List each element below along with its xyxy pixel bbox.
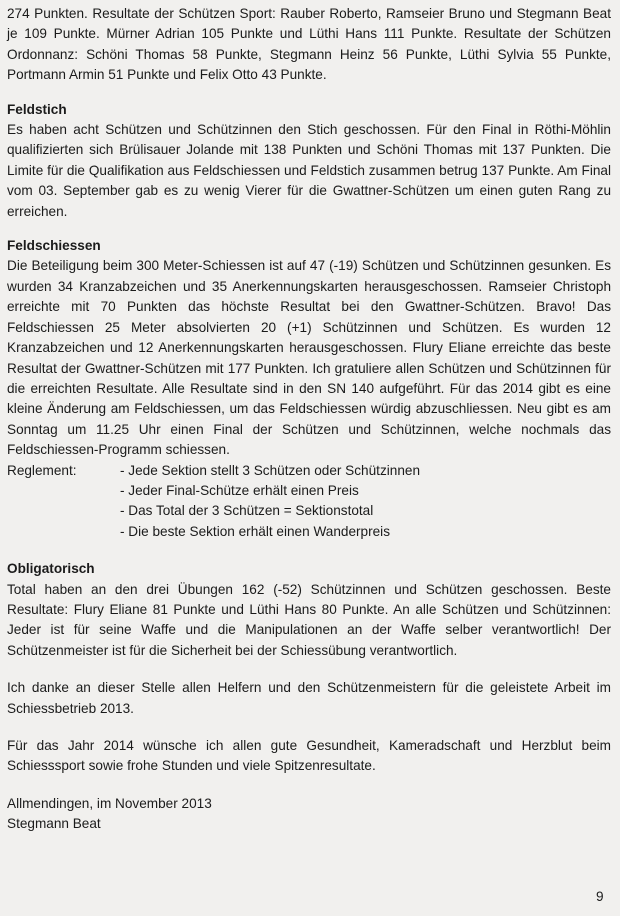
obligatorisch-heading: Obligatorisch (7, 561, 95, 577)
reglement-item: - Das Total der 3 Schützen = Sektionstotal (120, 503, 374, 519)
thanks-paragraph: Ich danke an dieser Stelle allen Helfern und den Schützenmeistern für die geleistete Arbeit im Schiessbetrieb 2013. (7, 680, 611, 716)
signoff (7, 794, 611, 835)
obligatorisch-paragraph: Total haben an den drei Übungen 162 (-52) Schützinnen und Schützen geschossen. Beste Resultate: Flury Eliane 81 Punkte und Lüthi Hans 80 Punkte. An alle Schützen und Schützinnen: Jeder ist für seine Waffe und die Manipulationen an der Waffe selber verantwortlich! Der Schützenmeister ist für die Sicherheit bei der Schiessübung verantwortlich. (7, 581, 611, 658)
wishes-paragraph: Für das Jahr 2014 wünsche ich allen gute Gesundheit, Kameradschaft und Herzblut beim Schiesssport sowie frohe Stunden und viele Spitzenresultate. (7, 738, 611, 774)
intro-paragraph: 274 Punkten. Resultate der Schützen Sport: Rauber Roberto, Ramseier Bruno und Stegmann Beat je 109 Punkte. Mürner Adrian 105 Punkte und Lüthi Hans 111 Punkte. Resultate der Schützen Ordonnanz: Schöni Thomas 58 Punkte, Stegmann Heinz 56 Punkte, Lüthi Sylvia 55 Punkte, Portmann Armin 51 Punkte und Felix Otto 43 Punkte. (7, 6, 611, 83)
reglement-item: - Jede Sektion stellt 3 Schützen oder Schützinnen (120, 462, 420, 478)
signoff-name: Stegmann Beat (7, 816, 101, 832)
document-page (7, 4, 611, 835)
feldstich-paragraph: Es haben acht Schützen und Schützinnen den Stich geschossen. Für den Final in Röthi-Möhlin qualifizierten sich Brülisauer Jolande mit 138 Punkten und Schöni Thomas mit 137 Punkten. Die Limite für die Qualifikation aus Feldschiessen und Feldstich zusammen betrug 137 Punkte. Am Final vom 03. September gab es zu wenig Vierer für die Gwattner-Schützen um einen guten Rang zu erreichen. (7, 122, 611, 219)
feldschiessen-heading: Feldschiessen (7, 238, 101, 254)
feldstich-heading: Feldstich (7, 101, 67, 117)
page-number: 9 (596, 889, 604, 904)
reglement-list (120, 461, 420, 543)
feldschiessen-paragraph: Die Beteiligung beim 300 Meter-Schiessen ist auf 47 (-19) Schützen und Schützinnen gesunken. Es wurden 34 Kranzabzeichen und 35 Anerkennungskarten herausgeschossen. Ramseier Christoph erreichte mit 70 Punkten das höchste Resultat bei den Gwattner-Schützen. Bravo! Das Feldschiessen 25 Meter absolvierten 20 (+1) Schützinnen und Schützen. Es wurden 12 Kranzabzeichen und 12 Anerkennungskarten herausgeschossen. Flury Eliane erreichte das beste Resultat der Gwattner-Schützen mit 177 Punkten. Ich gratuliere allen Schützen und Schützinnen für die erreichten Resultate. Alle Resultate sind in den SN 140 aufgeführt. Für das 2014 gibt es eine kleine Änderung am Feldschiessen, um das Feldschiessen würdig abzuschliessen. Neu gibt es am Sonntag um 11.25 Uhr einen Final der Schützen und Schützinnen, welche nochmals das Feldschiessen-Programm schiessen. (7, 258, 611, 458)
reglement-block (7, 461, 611, 543)
reglement-label: Reglement: (7, 462, 77, 478)
signoff-place-date: Allmendingen, im November 2013 (7, 795, 212, 811)
reglement-item: - Jeder Final-Schütze erhält einen Preis (120, 482, 359, 498)
reglement-item: - Die beste Sektion erhält einen Wanderpreis (120, 523, 391, 539)
